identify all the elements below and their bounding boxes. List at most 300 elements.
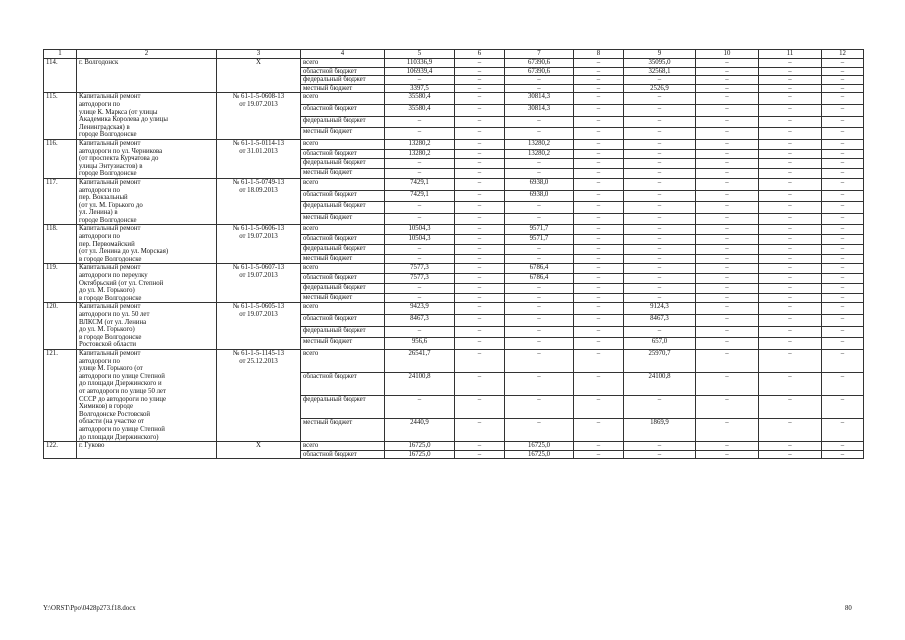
amount-cell: 2526,9 xyxy=(624,84,696,93)
amount-cell: 3397,5 xyxy=(385,84,455,93)
amount-cell: – xyxy=(505,419,574,442)
amount-cell: 16725,0 xyxy=(505,442,574,451)
amount-cell: – xyxy=(455,225,505,235)
amount-cell: – xyxy=(505,338,574,350)
amount-cell: – xyxy=(385,128,455,140)
object-name: Капитальный ремонт автодороги по ул. 50 лет ВЛКСМ (от ул. Ленина до ул. М. Горького) в городе Волгодонске Ростовской области xyxy=(77,303,217,350)
amount-cell: – xyxy=(624,105,696,117)
amount-cell: – xyxy=(822,105,864,117)
column-number: 1 xyxy=(44,50,77,59)
table-row xyxy=(44,93,864,105)
amount-cell: – xyxy=(455,169,505,179)
amount-cell: – xyxy=(455,315,505,327)
amount-cell: – xyxy=(759,190,822,202)
record-number: 122. xyxy=(44,442,77,459)
amount-cell: – xyxy=(505,283,574,293)
funding-source: областной бюджет xyxy=(301,274,385,284)
amount-cell: – xyxy=(822,202,864,214)
amount-cell: – xyxy=(385,244,455,254)
amount-cell: – xyxy=(624,149,696,159)
column-number: 5 xyxy=(385,50,455,59)
amount-cell: 1869,9 xyxy=(624,419,696,442)
amount-cell: – xyxy=(455,349,505,372)
amount-cell: – xyxy=(574,178,624,190)
funding-source: всего xyxy=(301,178,385,190)
amount-cell: – xyxy=(624,169,696,179)
amount-cell: – xyxy=(624,244,696,254)
funding-source: всего xyxy=(301,349,385,372)
amount-cell: – xyxy=(385,202,455,214)
amount-cell: – xyxy=(505,373,574,396)
amount-cell: – xyxy=(696,67,759,76)
amount-cell: – xyxy=(696,139,759,149)
amount-cell: 956,6 xyxy=(385,338,455,350)
table-row xyxy=(44,264,864,274)
amount-cell: – xyxy=(822,76,864,85)
amount-cell: – xyxy=(759,84,822,93)
amount-cell: – xyxy=(822,67,864,76)
amount-cell: – xyxy=(822,178,864,190)
amount-cell: – xyxy=(822,419,864,442)
amount-cell: – xyxy=(574,373,624,396)
table-row xyxy=(44,59,864,68)
amount-cell: 13280,2 xyxy=(385,149,455,159)
amount-cell: – xyxy=(574,254,624,264)
header-row xyxy=(44,50,864,59)
amount-cell: – xyxy=(822,139,864,149)
amount-cell: – xyxy=(696,159,759,169)
amount-cell: – xyxy=(574,190,624,202)
amount-cell: – xyxy=(696,349,759,372)
amount-cell: 67390,6 xyxy=(505,67,574,76)
amount-cell: – xyxy=(759,128,822,140)
amount-cell: – xyxy=(624,178,696,190)
amount-cell: – xyxy=(455,419,505,442)
expertise-number: № 61-1-5-0607-13 от 19.07.2013 xyxy=(217,264,301,303)
funding-source: всего xyxy=(301,442,385,451)
funding-source: областной бюджет xyxy=(301,149,385,159)
amount-cell: – xyxy=(759,139,822,149)
amount-cell: – xyxy=(624,283,696,293)
amount-cell: – xyxy=(624,396,696,419)
amount-cell: – xyxy=(574,139,624,149)
amount-cell: 6938,0 xyxy=(505,190,574,202)
amount-cell: – xyxy=(455,67,505,76)
amount-cell: – xyxy=(455,283,505,293)
amount-cell: – xyxy=(574,326,624,338)
amount-cell: – xyxy=(455,149,505,159)
amount-cell: – xyxy=(574,128,624,140)
record-number: 114. xyxy=(44,59,77,93)
amount-cell: – xyxy=(455,190,505,202)
amount-cell: – xyxy=(759,442,822,451)
funding-source: всего xyxy=(301,93,385,105)
expertise-number: Х xyxy=(217,442,301,459)
column-number: 8 xyxy=(574,50,624,59)
amount-cell: – xyxy=(574,315,624,327)
expertise-number: № 61-1-5-0605-13 от 19.07.2013 xyxy=(217,303,301,350)
amount-cell: – xyxy=(455,84,505,93)
amount-cell: – xyxy=(624,442,696,451)
amount-cell: 13280,2 xyxy=(505,139,574,149)
amount-cell: – xyxy=(759,202,822,214)
amount-cell: – xyxy=(822,349,864,372)
amount-cell: – xyxy=(759,116,822,128)
amount-cell: – xyxy=(455,442,505,451)
column-number: 10 xyxy=(696,50,759,59)
funding-source: местный бюджет xyxy=(301,128,385,140)
amount-cell: – xyxy=(696,84,759,93)
record-number: 115. xyxy=(44,93,77,140)
funding-source: областной бюджет xyxy=(301,67,385,76)
funding-source: областной бюджет xyxy=(301,315,385,327)
amount-cell: – xyxy=(759,244,822,254)
amount-cell: – xyxy=(822,303,864,315)
amount-cell: – xyxy=(624,254,696,264)
amount-cell: 9423,9 xyxy=(385,303,455,315)
amount-cell: – xyxy=(624,213,696,225)
expertise-number: Х xyxy=(217,59,301,93)
amount-cell: – xyxy=(696,373,759,396)
amount-cell: 9571,7 xyxy=(505,225,574,235)
amount-cell: – xyxy=(696,235,759,245)
amount-cell: – xyxy=(759,274,822,284)
amount-cell: – xyxy=(696,293,759,303)
amount-cell: – xyxy=(455,76,505,85)
amount-cell: – xyxy=(759,76,822,85)
amount-cell: – xyxy=(759,105,822,117)
amount-cell: – xyxy=(822,190,864,202)
table-row xyxy=(44,225,864,235)
funding-source: областной бюджет xyxy=(301,105,385,117)
funding-source: областной бюджет xyxy=(301,190,385,202)
amount-cell: 10504,3 xyxy=(385,235,455,245)
amount-cell: – xyxy=(385,159,455,169)
amount-cell: 6938,0 xyxy=(505,178,574,190)
amount-cell: – xyxy=(455,59,505,68)
amount-cell: – xyxy=(696,396,759,419)
amount-cell: – xyxy=(759,67,822,76)
amount-cell: – xyxy=(574,84,624,93)
record-number: 117. xyxy=(44,178,77,225)
amount-cell: 24100,8 xyxy=(385,373,455,396)
funding-source: федеральный бюджет xyxy=(301,244,385,254)
amount-cell: 30814,3 xyxy=(505,105,574,117)
amount-cell: – xyxy=(696,105,759,117)
funding-source: федеральный бюджет xyxy=(301,159,385,169)
amount-cell: – xyxy=(822,244,864,254)
amount-cell: 67390,6 xyxy=(505,59,574,68)
amount-cell: 2440,9 xyxy=(385,419,455,442)
amount-cell: – xyxy=(696,338,759,350)
amount-cell: – xyxy=(574,338,624,350)
amount-cell: – xyxy=(822,169,864,179)
table-row xyxy=(44,303,864,315)
column-number: 4 xyxy=(301,50,385,59)
amount-cell: – xyxy=(624,76,696,85)
column-number: 6 xyxy=(455,50,505,59)
amount-cell: – xyxy=(624,128,696,140)
amount-cell: – xyxy=(822,128,864,140)
amount-cell: 106939,4 xyxy=(385,67,455,76)
funding-source: местный бюджет xyxy=(301,254,385,264)
amount-cell: – xyxy=(385,254,455,264)
amount-cell: 35580,4 xyxy=(385,105,455,117)
amount-cell: – xyxy=(624,159,696,169)
amount-cell: – xyxy=(759,59,822,68)
amount-cell: – xyxy=(624,93,696,105)
funding-source: федеральный бюджет xyxy=(301,396,385,419)
amount-cell: – xyxy=(505,326,574,338)
amount-cell: – xyxy=(574,235,624,245)
amount-cell: – xyxy=(822,235,864,245)
amount-cell: – xyxy=(759,254,822,264)
amount-cell: 9124,3 xyxy=(624,303,696,315)
amount-cell: – xyxy=(696,128,759,140)
amount-cell: 7429,1 xyxy=(385,178,455,190)
object-name: г. Волгодонск xyxy=(77,59,217,93)
amount-cell: 32568,1 xyxy=(624,67,696,76)
amount-cell: – xyxy=(822,159,864,169)
amount-cell: – xyxy=(696,116,759,128)
amount-cell: – xyxy=(505,202,574,214)
amount-cell: – xyxy=(624,202,696,214)
amount-cell: – xyxy=(574,244,624,254)
amount-cell: – xyxy=(505,396,574,419)
amount-cell: – xyxy=(759,93,822,105)
amount-cell: – xyxy=(455,202,505,214)
amount-cell: – xyxy=(505,128,574,140)
amount-cell: – xyxy=(822,338,864,350)
funding-source: областной бюджет xyxy=(301,235,385,245)
amount-cell: – xyxy=(455,139,505,149)
amount-cell: 10504,3 xyxy=(385,225,455,235)
amount-cell: – xyxy=(574,202,624,214)
amount-cell: – xyxy=(505,293,574,303)
amount-cell: – xyxy=(696,225,759,235)
amount-cell: – xyxy=(385,116,455,128)
amount-cell: – xyxy=(505,244,574,254)
amount-cell: – xyxy=(385,169,455,179)
amount-cell: – xyxy=(505,254,574,264)
amount-cell: – xyxy=(759,396,822,419)
amount-cell: – xyxy=(574,293,624,303)
column-number: 12 xyxy=(822,50,864,59)
amount-cell: – xyxy=(505,76,574,85)
amount-cell: – xyxy=(696,178,759,190)
record-number: 120. xyxy=(44,303,77,350)
funding-source: федеральный бюджет xyxy=(301,326,385,338)
amount-cell: – xyxy=(574,419,624,442)
amount-cell: – xyxy=(385,396,455,419)
funding-source: федеральный бюджет xyxy=(301,116,385,128)
object-name: Капитальный ремонт автодороги по пер. Вокзальный (от ул. М. Горького до ул. Ленина) в городе Волгодонске xyxy=(77,178,217,225)
amount-cell: 16725,0 xyxy=(505,450,574,459)
amount-cell: – xyxy=(624,450,696,459)
amount-cell: – xyxy=(455,244,505,254)
amount-cell: – xyxy=(759,149,822,159)
amount-cell: – xyxy=(505,159,574,169)
amount-cell: – xyxy=(759,283,822,293)
amount-cell: – xyxy=(574,76,624,85)
amount-cell: – xyxy=(822,225,864,235)
funding-source: всего xyxy=(301,225,385,235)
amount-cell: – xyxy=(759,213,822,225)
funding-source: всего xyxy=(301,264,385,274)
amount-cell: – xyxy=(455,303,505,315)
amount-cell: – xyxy=(624,139,696,149)
amount-cell: – xyxy=(696,442,759,451)
amount-cell: – xyxy=(822,283,864,293)
amount-cell: – xyxy=(455,293,505,303)
amount-cell: – xyxy=(574,274,624,284)
amount-cell: – xyxy=(385,293,455,303)
file-path: Y:\ORST\Ppo\0428p273.f18.docx xyxy=(43,605,136,612)
amount-cell: 30814,3 xyxy=(505,93,574,105)
object-name: Капитальный ремонт автодороги по ул. Черникова (от проспекта Курчатова до улицы Энтузиастов) в городе Волгодонске xyxy=(77,139,217,178)
amount-cell: 35095,0 xyxy=(624,59,696,68)
table-row xyxy=(44,139,864,149)
amount-cell: – xyxy=(822,59,864,68)
amount-cell: 110336,9 xyxy=(385,59,455,68)
column-number: 11 xyxy=(759,50,822,59)
amount-cell: – xyxy=(759,264,822,274)
amount-cell: 16725,0 xyxy=(385,450,455,459)
object-name: г. Гуково xyxy=(77,442,217,459)
amount-cell: – xyxy=(505,169,574,179)
amount-cell: – xyxy=(455,396,505,419)
amount-cell: – xyxy=(505,84,574,93)
amount-cell: – xyxy=(574,349,624,372)
amount-cell: – xyxy=(759,225,822,235)
amount-cell: – xyxy=(574,303,624,315)
amount-cell: – xyxy=(624,274,696,284)
expertise-number: № 61-1-5-0114-13 от 31.01.2013 xyxy=(217,139,301,178)
amount-cell: – xyxy=(574,169,624,179)
amount-cell: – xyxy=(759,338,822,350)
amount-cell: – xyxy=(822,84,864,93)
amount-cell: – xyxy=(455,450,505,459)
funding-source: местный бюджет xyxy=(301,419,385,442)
amount-cell: – xyxy=(696,315,759,327)
amount-cell: – xyxy=(574,450,624,459)
column-number: 9 xyxy=(624,50,696,59)
amount-cell: – xyxy=(822,264,864,274)
amount-cell: – xyxy=(574,67,624,76)
funding-source: всего xyxy=(301,139,385,149)
amount-cell: – xyxy=(574,442,624,451)
amount-cell: – xyxy=(759,450,822,459)
amount-cell: – xyxy=(505,303,574,315)
amount-cell: – xyxy=(624,116,696,128)
amount-cell: – xyxy=(759,373,822,396)
funding-source: местный бюджет xyxy=(301,338,385,350)
amount-cell: – xyxy=(759,419,822,442)
column-number: 3 xyxy=(217,50,301,59)
amount-cell: 9571,7 xyxy=(505,235,574,245)
page-number: 80 xyxy=(845,605,852,612)
amount-cell: – xyxy=(822,93,864,105)
amount-cell: – xyxy=(574,159,624,169)
table-row xyxy=(44,442,864,451)
amount-cell: – xyxy=(696,93,759,105)
amount-cell: – xyxy=(624,225,696,235)
amount-cell: – xyxy=(696,419,759,442)
amount-cell: – xyxy=(574,93,624,105)
amount-cell: – xyxy=(822,442,864,451)
amount-cell: 657,0 xyxy=(624,338,696,350)
amount-cell: – xyxy=(759,326,822,338)
expertise-number: № 61-1-5-0606-13 от 19.07.2013 xyxy=(217,225,301,264)
object-name: Капитальный ремонт автодороги по переулку Октябрьский (от ул. Степной до ул. М. Горького) в городе Волгодонске xyxy=(77,264,217,303)
amount-cell: 7429,1 xyxy=(385,190,455,202)
amount-cell: – xyxy=(455,264,505,274)
amount-cell: – xyxy=(455,159,505,169)
amount-cell: – xyxy=(574,264,624,274)
object-name: Капитальный ремонт автодороги по улице К. Маркса (от улицы Академика Королева до улицы Ленинградская) в городе Волгодонске xyxy=(77,93,217,140)
funding-source: местный бюджет xyxy=(301,213,385,225)
amount-cell: – xyxy=(624,326,696,338)
amount-cell: – xyxy=(624,190,696,202)
funding-source: местный бюджет xyxy=(301,293,385,303)
amount-cell: – xyxy=(696,254,759,264)
amount-cell: – xyxy=(822,293,864,303)
amount-cell: – xyxy=(696,169,759,179)
funding-source: областной бюджет xyxy=(301,450,385,459)
expertise-number: № 61-1-5-1145-13 от 25.12.2013 xyxy=(217,349,301,441)
amount-cell: – xyxy=(696,244,759,254)
amount-cell: – xyxy=(759,349,822,372)
amount-cell: – xyxy=(822,326,864,338)
amount-cell: – xyxy=(759,315,822,327)
record-number: 119. xyxy=(44,264,77,303)
amount-cell: – xyxy=(455,116,505,128)
amount-cell: – xyxy=(574,396,624,419)
amount-cell: – xyxy=(455,105,505,117)
amount-cell: – xyxy=(696,59,759,68)
funding-source: местный бюджет xyxy=(301,169,385,179)
amount-cell: – xyxy=(455,373,505,396)
record-number: 116. xyxy=(44,139,77,178)
amount-cell: – xyxy=(696,450,759,459)
amount-cell: 24100,8 xyxy=(624,373,696,396)
amount-cell: 13280,2 xyxy=(385,139,455,149)
funding-source: федеральный бюджет xyxy=(301,202,385,214)
amount-cell: – xyxy=(385,326,455,338)
amount-cell: – xyxy=(822,396,864,419)
amount-cell: – xyxy=(696,149,759,159)
budget-table xyxy=(43,49,864,459)
amount-cell: – xyxy=(822,116,864,128)
expertise-number: № 61-1-5-0749-13 от 18.09.2013 xyxy=(217,178,301,225)
amount-cell: – xyxy=(696,190,759,202)
amount-cell: 25970,7 xyxy=(624,349,696,372)
amount-cell: – xyxy=(624,235,696,245)
object-name: Капитальный ремонт автодороги по пер. Первомайский (от ул. Ленина до ул. Морская) в городе Волгодонске xyxy=(77,225,217,264)
amount-cell: 6786,4 xyxy=(505,274,574,284)
amount-cell: 16725,0 xyxy=(385,442,455,451)
amount-cell: – xyxy=(574,105,624,117)
amount-cell: – xyxy=(759,293,822,303)
amount-cell: – xyxy=(574,225,624,235)
funding-source: областной бюджет xyxy=(301,373,385,396)
amount-cell: – xyxy=(574,283,624,293)
amount-cell: – xyxy=(696,264,759,274)
amount-cell: 7577,3 xyxy=(385,264,455,274)
funding-source: всего xyxy=(301,59,385,68)
amount-cell: – xyxy=(455,213,505,225)
amount-cell: – xyxy=(455,326,505,338)
